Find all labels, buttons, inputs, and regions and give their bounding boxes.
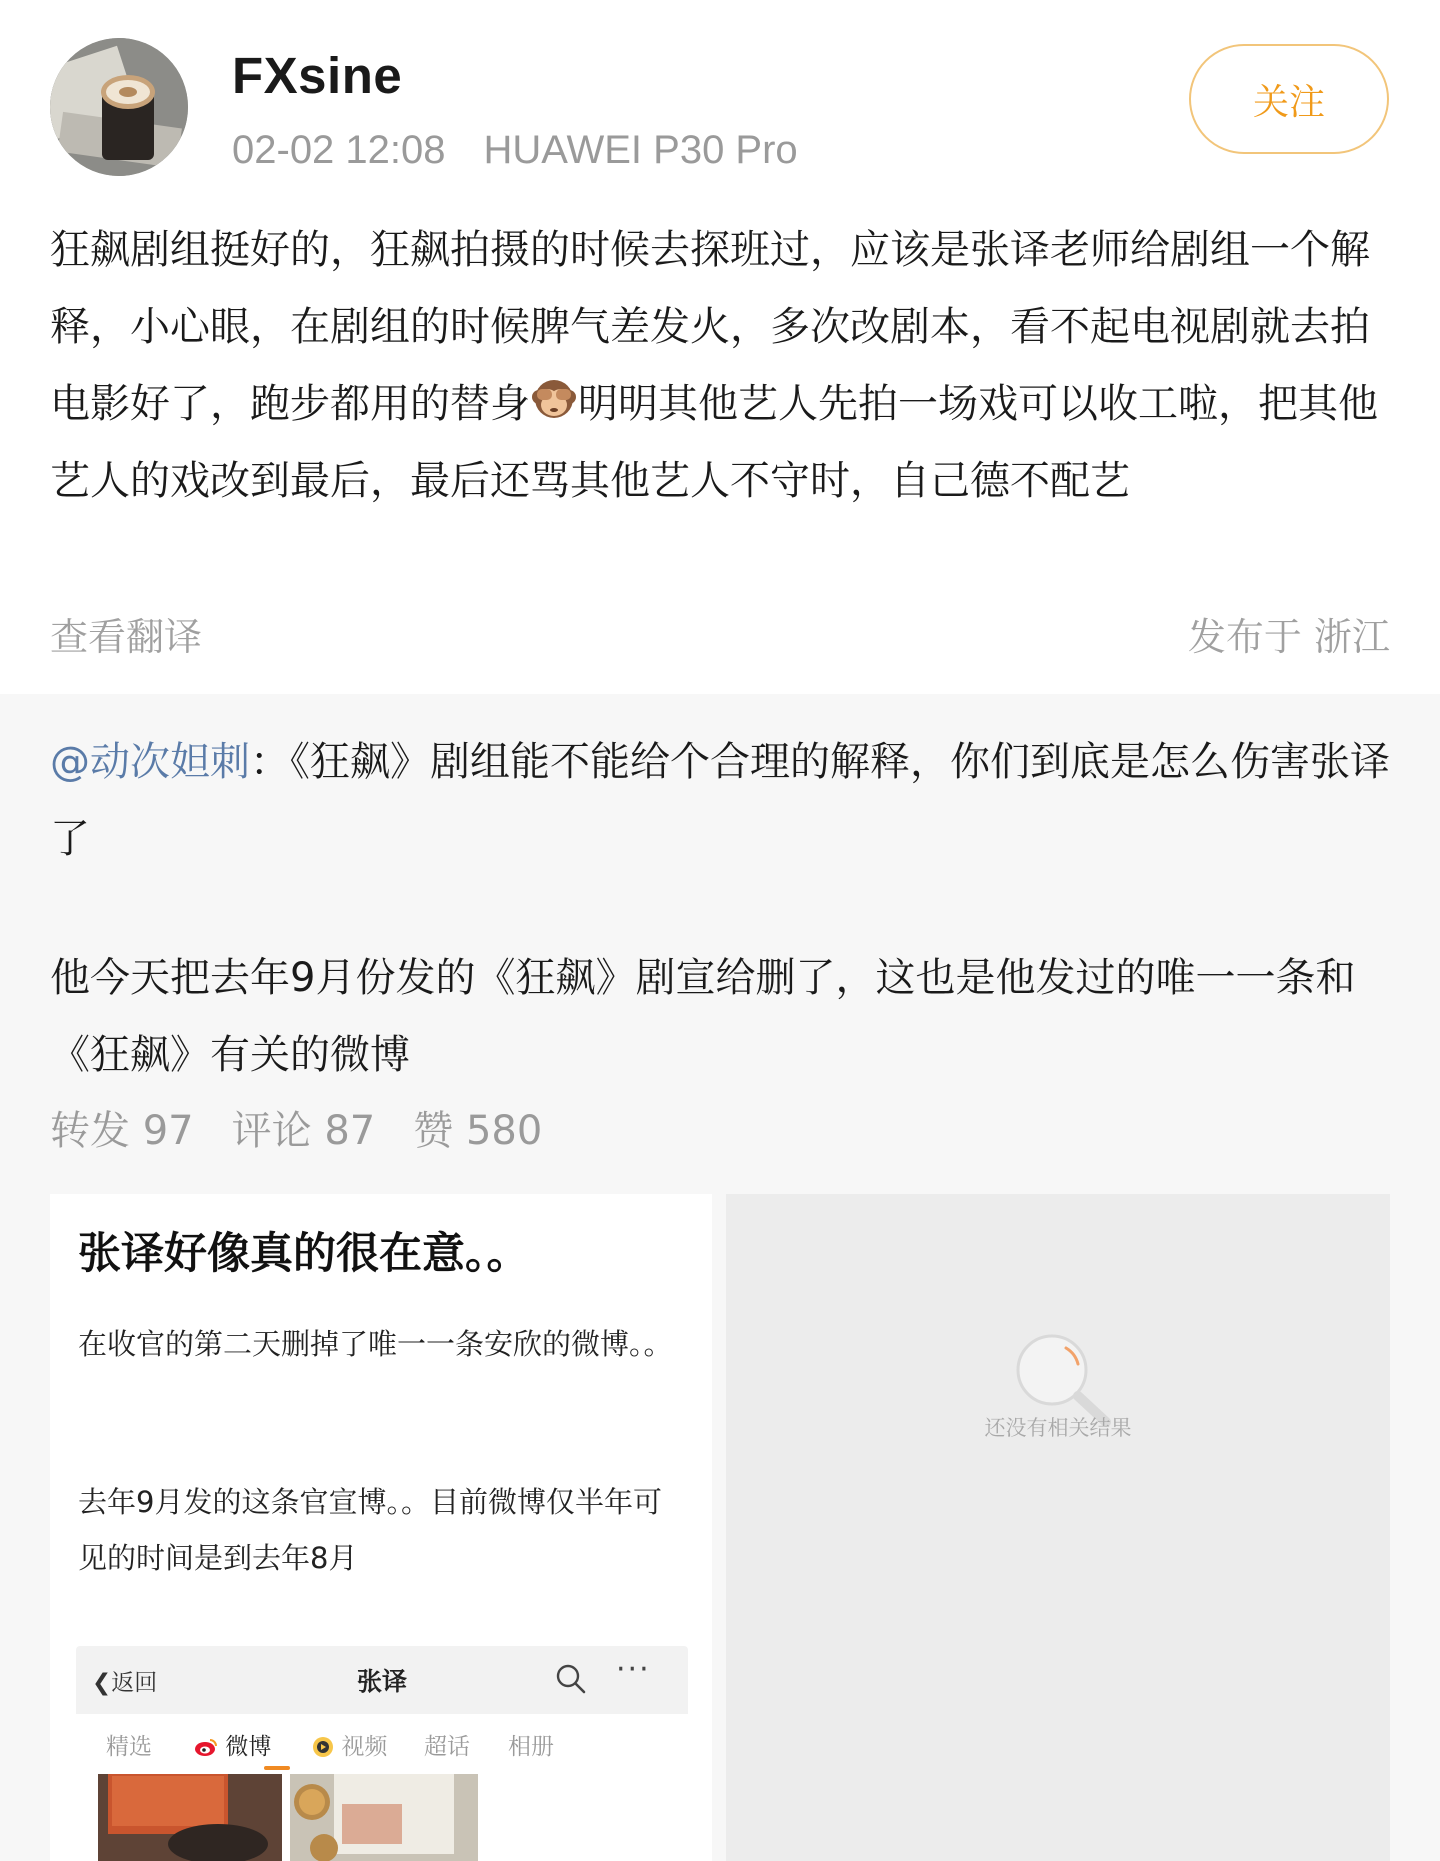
post-time: 02-02 12:08 bbox=[232, 128, 446, 172]
like-count[interactable]: 赞 580 bbox=[413, 1108, 543, 1154]
screenshot-thumbnail-1 bbox=[98, 1774, 282, 1861]
screenshot-title: 张译 bbox=[356, 1667, 407, 1696]
screenshot-thumbnail-2 bbox=[290, 1774, 478, 1861]
post-body bbox=[50, 212, 1390, 520]
image-paragraph-2: 去年9月发的这条官宣博。。目前微博仅半年可见的时间是到去年8月 bbox=[78, 1485, 662, 1575]
repost-stats bbox=[50, 1099, 580, 1156]
screenshot-nav-bar bbox=[76, 1646, 688, 1714]
post-text-part1: 狂飙剧组挺好的，狂飙拍摄的时候去探班过，应该是张译老师给剧组一个解释，小心眼，在剧组的时候脾气差发火，多次改剧本，看不起电视剧就去拍电影好了，跑步都用的替身 bbox=[50, 227, 1370, 427]
repost-count[interactable]: 转发 97 bbox=[50, 1108, 194, 1154]
mention-link[interactable]: @动次妲刺 bbox=[50, 739, 250, 785]
weibo-logo-icon bbox=[194, 1734, 218, 1760]
follow-button[interactable]: 关注 bbox=[1189, 44, 1389, 154]
post-location: 发布于 浙江 bbox=[1187, 615, 1390, 659]
video-icon bbox=[312, 1734, 334, 1760]
avatar[interactable] bbox=[50, 38, 188, 176]
tab-weibo-label: 微博 bbox=[225, 1734, 272, 1760]
tab-video bbox=[312, 1728, 387, 1761]
post-header bbox=[0, 0, 1440, 186]
tab-video-label: 视频 bbox=[341, 1734, 388, 1760]
post-text-part2: 明明其他艺人先拍一场戏可以收工啦，把其他艺人的戏改到最后，最后还骂其他艺人不守时，自己德不配艺 bbox=[50, 381, 1378, 504]
screenshot-tabs bbox=[76, 1714, 688, 1768]
tab-weibo bbox=[194, 1728, 271, 1761]
empty-result-text: 还没有相关结果 bbox=[984, 1416, 1132, 1440]
back-label: 返回 bbox=[111, 1670, 158, 1696]
more-icon: ··· bbox=[616, 1652, 651, 1687]
image-title: 张译好像真的很在意。。 bbox=[78, 1229, 530, 1279]
repost-text bbox=[50, 724, 1390, 878]
username[interactable]: FXsine bbox=[232, 47, 403, 104]
comment-count[interactable]: 评论 87 bbox=[231, 1108, 376, 1154]
repost-text-body: ：《狂飙》剧组能不能给个合理的解释，你们到底是怎么伤害张译了 bbox=[50, 739, 1390, 862]
translate-link[interactable]: 查看翻译 bbox=[50, 615, 203, 659]
see-no-evil-monkey-icon bbox=[530, 372, 578, 420]
chevron-left-icon: ❮ bbox=[92, 1670, 112, 1696]
repost-text-para2: 他今天把去年9月份发的《狂飙》剧宣给删了，这也是他发过的唯一一条和《狂飙》有关的微博 bbox=[50, 955, 1356, 1078]
repost-image-2[interactable] bbox=[726, 1194, 1390, 1861]
search-icon bbox=[554, 1662, 588, 1696]
tab-super-topic: 超话 bbox=[424, 1734, 470, 1760]
active-tab-indicator bbox=[264, 1766, 290, 1770]
post-device: HUAWEI P30 Pro bbox=[483, 128, 798, 172]
post-meta bbox=[232, 128, 798, 173]
image-paragraph-1: 在收官的第二天删掉了唯一一条安欣的微博。。 bbox=[78, 1327, 673, 1361]
tab-album: 相册 bbox=[508, 1734, 554, 1760]
reposted-weibo[interactable] bbox=[0, 694, 1440, 1861]
tab-featured: 精选 bbox=[106, 1734, 152, 1760]
repost-image-1[interactable] bbox=[50, 1194, 712, 1861]
